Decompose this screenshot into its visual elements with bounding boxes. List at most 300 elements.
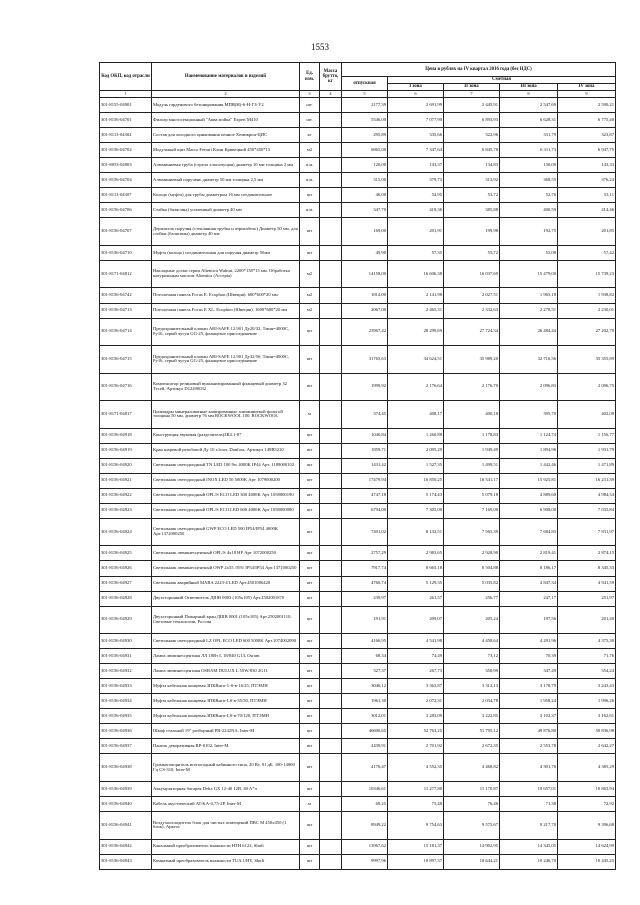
item-name: Стойка (балясина) усиленный диаметр 40 мм (152, 203, 300, 218)
item-mass (320, 591, 342, 606)
item-mass (320, 128, 342, 143)
price-zone-2: 4 458,64 (444, 634, 500, 649)
price-zone-1: 7 305,00 (388, 503, 444, 518)
price-zone-2: 1 499,51 (444, 458, 500, 473)
price-zone-4: 3 243,43 (558, 679, 616, 694)
item-name: Цилиндры минераловатные кашированные алюминиевой фольгой толщина 50 мм, диаметр 76 мм ROCKWOOL 100, ROCKWOOL (152, 401, 300, 429)
item-code: 301-8156-04932 (100, 664, 152, 679)
price-zone-3: 10 657,01 (500, 782, 558, 797)
item-mass (320, 203, 342, 218)
item-unit: шт (300, 473, 320, 488)
item-unit: шт (300, 634, 320, 649)
item-unit: шт (300, 854, 320, 869)
price-wholesale: 17479,94 (342, 473, 388, 488)
price-zone-3: 2 096,83 (500, 373, 558, 401)
item-mass (320, 782, 342, 797)
price-zone-3: 6 908,00 (500, 503, 558, 518)
price-wholesale: 4766,74 (342, 576, 388, 591)
price-zone-1: 10 897,37 (388, 854, 444, 869)
price-wholesale: 1814,00 (342, 288, 388, 303)
item-name: Канальный преобразователь влажности НТН 6122, Shuft (152, 839, 300, 854)
price-zone-2: 9 575,67 (444, 812, 500, 840)
item-mass (320, 649, 342, 664)
price-zone-3: 26 484,44 (500, 318, 558, 346)
price-zone-4: 9 396,68 (558, 812, 616, 840)
price-wholesale: 2757,29 (342, 546, 388, 561)
table-row (100, 113, 616, 128)
table-header (100, 63, 616, 98)
price-zone-3: 395,70 (500, 401, 558, 429)
item-mass (320, 739, 342, 754)
column-index: 5 (342, 91, 388, 98)
item-code: 301-8156-04716 (100, 373, 152, 401)
item-unit: шт (300, 576, 320, 591)
item-unit: шт (300, 679, 320, 694)
price-zone-4: 10 863,94 (558, 782, 616, 797)
price-zone-2: 350,99 (444, 664, 500, 679)
price-zone-3: 4 301,76 (500, 754, 558, 782)
item-code: 301-8156-04918 (100, 428, 152, 443)
price-zone-2: 53,72 (444, 188, 500, 203)
price-wholesale: 1961,30 (342, 694, 388, 709)
item-name: Алюминиевый поручень диаметр 50 мм толщина 2,5 мм (152, 173, 300, 188)
item-code: 301-8156-04715 (100, 346, 152, 374)
item-name: Модуль гарденового бетонирования МПВ(Н)-6-Н-ГЗ-У2 (152, 98, 300, 113)
price-zone-2: 3 312,13 (444, 679, 500, 694)
price-zone-2: 16 037,69 (444, 260, 500, 288)
price-zone-4: 35 355,89 (558, 346, 616, 374)
item-unit: м (300, 401, 320, 429)
price-zone-1: 3 283,09 (388, 709, 444, 724)
item-name: Светильник люминесцентный OWP 2x55 /595/ IP54/IP54 Арт.1371000250 (152, 561, 300, 576)
table-row (100, 561, 616, 576)
price-wholesale: 6865,00 (342, 143, 388, 158)
price-zone-1: 335,66 (388, 128, 444, 143)
price-zone-3: 331,79 (500, 128, 558, 143)
price-zone-2: 14 902,95 (444, 839, 500, 854)
item-code: 301-8156-04742 (100, 288, 152, 303)
item-name: Кольцо (муфта) для трубы диаметром 16 мм соединительное (152, 188, 300, 203)
price-zone-2: 6 845,78 (444, 143, 500, 158)
item-mass (320, 260, 342, 288)
table-row (100, 854, 616, 869)
price-zone-4: 8 345,33 (558, 561, 616, 576)
item-name: Муфта кабельная концевая 3ПКВнгп-1-S-в-16/25, ПТЭМН (152, 679, 300, 694)
price-zone-3: 2 553,78 (500, 739, 558, 754)
price-zone-1: 8 132,51 (388, 518, 444, 546)
price-zone-1: 201,91 (388, 218, 444, 246)
item-mass (320, 634, 342, 649)
price-zone-4: 53,11 (558, 188, 616, 203)
price-zone-1: 9 754,63 (388, 812, 444, 840)
item-code: 301-8156-04707 (100, 218, 152, 246)
price-zone-2: 2 672,35 (444, 739, 500, 754)
price-zone-3: 71,38 (500, 797, 558, 812)
header-code: Код ОКП, код отрасли (100, 63, 152, 91)
price-zone-3: 4 889,60 (500, 488, 558, 503)
item-mass (320, 173, 342, 188)
column-index-row (100, 91, 616, 98)
price-zone-3: 15 479,00 (500, 260, 558, 288)
price-zone-2: 134,83 (444, 158, 500, 173)
price-zone-1: 2 072,31 (388, 694, 444, 709)
price-zone-2: 322,96 (444, 128, 500, 143)
item-unit: шт (300, 373, 320, 401)
price-zone-4: 16 231,39 (558, 473, 616, 488)
price-zone-3: 15 925,81 (500, 473, 558, 488)
item-mass (320, 245, 342, 260)
price-zone-2: 2 332,63 (444, 303, 500, 318)
price-zone-4: 14 624,99 (558, 839, 616, 854)
price-zone-1: 3 363,87 (388, 679, 444, 694)
item-unit: шт (300, 782, 320, 797)
price-zone-3: 70,39 (500, 649, 558, 664)
price-wholesale: 14158,00 (342, 260, 388, 288)
item-name: Комнатный преобразователь влажности TUA 1/HY, Shuft (152, 854, 300, 869)
item-name: Двухсторонний Пожарный кран ДШВ 0001 (105x105) Арт.2502001110, Световые технологии, Россия (152, 606, 300, 634)
price-zone-4: 72,92 (558, 797, 616, 812)
header-zone-1: I зона (388, 84, 444, 91)
price-zone-1: 143,37 (388, 158, 444, 173)
price-zone-4: 323,87 (558, 128, 616, 143)
column-index: 4 (320, 91, 342, 98)
item-unit: шт (300, 739, 320, 754)
table-row (100, 288, 616, 303)
item-name: Потолочная панель Focus E. Ecophon (Швеция). 600*600*20 мм (152, 288, 300, 303)
price-zone-4: 71,76 (558, 649, 616, 664)
table-row (100, 739, 616, 754)
price-wholesale: 23967,42 (342, 318, 388, 346)
price-zone-2: 4 468,82 (444, 754, 500, 782)
price-zone-4: 4 375,30 (558, 634, 616, 649)
table-row (100, 679, 616, 694)
price-zone-2: 5 079,18 (444, 488, 500, 503)
column-index: 7 (444, 91, 500, 98)
item-code: 301-8171-04812 (100, 260, 152, 288)
item-unit: шт (300, 428, 320, 443)
price-table (99, 62, 616, 870)
price-zone-2: 3 222,85 (444, 709, 500, 724)
table-row (100, 245, 616, 260)
price-zone-4: 2 230,01 (558, 303, 616, 318)
price-zone-2: 2 034,78 (444, 694, 500, 709)
table-row (100, 318, 616, 346)
price-zone-4: 57,42 (558, 245, 616, 260)
price-zone-3: 1 124,74 (500, 428, 558, 443)
table-row (100, 649, 616, 664)
item-mass (320, 754, 342, 782)
price-zone-4: 143,33 (558, 158, 616, 173)
column-index: 1 (100, 91, 152, 98)
item-unit: шт (300, 488, 320, 503)
price-zone-1: 379,73 (388, 173, 444, 188)
price-wholesale: 2067,00 (342, 303, 388, 318)
price-zone-4: 2 590,21 (558, 98, 616, 113)
price-zone-3: 10 246,70 (500, 854, 558, 869)
price-wholesale: 2439,91 (342, 739, 388, 754)
price-zone-1: 2 983,65 (388, 546, 444, 561)
item-code: 301-8113-04302 (100, 128, 152, 143)
item-mass (320, 797, 342, 812)
price-zone-2: 27 724,34 (444, 318, 500, 346)
price-wholesale: 1040,84 (342, 428, 388, 443)
table-row (100, 143, 616, 158)
price-zone-1: 2 701,92 (388, 739, 444, 754)
price-wholesale: 120,00 (342, 158, 388, 173)
price-zone-1: 34 624,51 (388, 346, 444, 374)
item-code: 301-8156-04941 (100, 812, 152, 840)
table-row (100, 98, 616, 113)
price-zone-3: 32 716,56 (500, 346, 558, 374)
item-mass (320, 143, 342, 158)
item-code: 301-8155-04901 (100, 98, 152, 113)
item-name: Лампа люминесцентная OSRAM DULUX L 55W/830 2G11 (152, 664, 300, 679)
table-row (100, 458, 616, 473)
price-zone-3: 6 628,31 (500, 113, 558, 128)
item-code: 301-8156-04943 (100, 854, 152, 869)
price-zone-1: 16 606,38 (388, 260, 444, 288)
price-zone-1: 28 299,69 (388, 318, 444, 346)
price-zone-3: 2 278,51 (500, 303, 558, 318)
item-unit: шт (300, 188, 320, 203)
column-index: 8 (500, 91, 558, 98)
price-wholesale: 46,00 (342, 188, 388, 203)
price-zone-2: 73,12 (444, 649, 500, 664)
price-zone-4: 4 984,54 (558, 488, 616, 503)
price-zone-3: 8 186,17 (500, 561, 558, 576)
table-row (100, 218, 616, 246)
item-unit: п.м. (300, 173, 320, 188)
price-zone-2: 7 169,00 (444, 503, 500, 518)
price-zone-3: 3 102,37 (500, 709, 558, 724)
item-code: 301-8156-04935 (100, 709, 152, 724)
item-code: 301-8156-04934 (100, 694, 152, 709)
item-code: 301-8156-04938 (100, 754, 152, 782)
price-zone-3: 2 819,41 (500, 546, 558, 561)
price-zone-2: 256,77 (444, 591, 500, 606)
price-zone-4: 402,09 (558, 401, 616, 429)
item-code: 301-8156-04921 (100, 473, 152, 488)
price-zone-4: 1 471,89 (558, 458, 616, 473)
price-wholesale: 69,25 (342, 797, 388, 812)
item-name: Аккумуляторная батарея Delta GX 12-40 12В, 40 А*ч (152, 782, 300, 797)
price-zone-3: 52,76 (500, 188, 558, 203)
item-name: Воздухоохладитель блок для чистых помещений ПВС М 450х450 (1 блок), Арктос (152, 812, 300, 840)
item-name: Муфта кабельная концевая 3ПКВнгп-LS-в-70/120, ПТЭМН (152, 709, 300, 724)
header-name: Наименование материалов и изделий (152, 63, 300, 91)
item-name: Состав для холодного цинкования пенное Хемикрон-ЦИС (152, 128, 300, 143)
price-wholesale: 347,70 (342, 203, 388, 218)
price-zone-4: 3 162,61 (558, 709, 616, 724)
table-row (100, 576, 616, 591)
price-zone-2: 6 893,93 (444, 113, 500, 128)
item-unit: шт (300, 458, 320, 473)
table-row (100, 839, 616, 854)
price-zone-2: 1 949,49 (444, 443, 500, 458)
item-code: 301-8156-04942 (100, 839, 152, 854)
price-zone-4: 7 035,84 (558, 503, 616, 518)
table-row (100, 518, 616, 546)
price-zone-1: 267,73 (388, 664, 444, 679)
price-wholesale: 4166,95 (342, 634, 388, 649)
price-wholesale: 7401,02 (342, 518, 388, 546)
price-zone-1: 5 174,43 (388, 488, 444, 503)
item-code: 301-8156-04702 (100, 143, 152, 158)
item-unit: шт (300, 546, 320, 561)
item-code: 301-8171-04817 (100, 401, 152, 429)
table-row (100, 260, 616, 288)
item-unit: шт. (300, 98, 320, 113)
item-name: Светильник люминесцентный OPL/S 4x18 HF Арт 1072000250 (152, 546, 300, 561)
price-zone-3: 4 291,96 (500, 634, 558, 649)
price-wholesale: 68,34 (342, 649, 388, 664)
item-mass (320, 709, 342, 724)
price-zone-1: 4 552,35 (388, 754, 444, 782)
item-mass (320, 158, 342, 173)
item-name: Светильник светодиодный GWP ECO LED 500 IP54/IP54 4000K Арт.1372000250 (152, 518, 300, 546)
price-zone-4: 354,24 (558, 664, 616, 679)
item-unit: шт (300, 591, 320, 606)
item-name: Светильник светодиодный OPL/S ECO LED 300 4000K Арт 1058000190 (152, 488, 300, 503)
price-zone-3: 55,08 (500, 245, 558, 260)
item-mass (320, 98, 342, 113)
header-price-group: Цена в рублях на IV квартал 2016 года (без НДС) (342, 63, 616, 77)
item-mass (320, 458, 342, 473)
price-zone-1: 261,57 (388, 591, 444, 606)
item-name: Кабель акустический AT-KA-0,75-2P, Inter-M (152, 797, 300, 812)
price-zone-2: 1 178,83 (444, 428, 500, 443)
price-wholesale: 239,97 (342, 591, 388, 606)
price-zone-1: 408,17 (388, 401, 444, 429)
price-zone-4: 1 938,82 (558, 288, 616, 303)
item-unit: шт (300, 694, 320, 709)
item-code: 301-8156-04922 (100, 488, 152, 503)
item-code: 301-8156-04931 (100, 649, 152, 664)
table-body (100, 98, 616, 870)
price-wholesale: 49,90 (342, 245, 388, 260)
item-code: 301-8156-04927 (100, 576, 152, 591)
price-zone-2: 7 565,39 (444, 518, 500, 546)
table-row (100, 188, 616, 203)
table-row (100, 812, 616, 840)
price-zone-1: 7 347,64 (388, 143, 444, 158)
item-mass (320, 854, 342, 869)
item-code: 301-8156-04710 (100, 245, 152, 260)
item-code: 301-8156-04930 (100, 634, 152, 649)
item-unit: м2 (300, 288, 320, 303)
price-zone-3: 3 178,79 (500, 679, 558, 694)
price-zone-2: 76,46 (444, 797, 500, 812)
price-wholesale: 3046,12 (342, 679, 388, 694)
item-name: Шкаф стальной 19" разборный PR-2242NA, Inter-M (152, 724, 300, 739)
price-zone-2: 2 176,70 (444, 373, 500, 401)
table-row (100, 488, 616, 503)
item-code: 301-8156-04926 (100, 561, 152, 576)
item-unit: шт (300, 503, 320, 518)
item-code: 301-8156-04940 (100, 797, 152, 812)
price-zone-4: 414,46 (558, 203, 616, 218)
price-zone-1: 2 141,98 (388, 288, 444, 303)
item-mass (320, 679, 342, 694)
table-row (100, 158, 616, 173)
price-zone-3: 2 547,69 (500, 98, 558, 113)
item-unit: шт (300, 561, 320, 576)
price-wholesale: 1431,42 (342, 458, 388, 473)
price-zone-2: 2 445,91 (444, 98, 500, 113)
page-number: 1553 (311, 42, 329, 52)
price-zone-4: 2 096,75 (558, 373, 616, 401)
item-name: Кран шаровой резьбовой Ду 10 х1пол. Danfoss, Артикул 149В5210 (152, 443, 300, 458)
item-mass (320, 288, 342, 303)
item-code: 301-8156-04713 (100, 303, 152, 318)
price-zone-3: 4 847,34 (500, 576, 558, 591)
item-mass (320, 839, 342, 854)
item-unit: шт (300, 346, 320, 374)
item-unit: шт (300, 606, 320, 634)
item-unit: м (300, 797, 320, 812)
item-name: Светильник аварийный MARA 2223-4 LED Арт.4501006420 (152, 576, 300, 591)
price-zone-1: 15 181,37 (388, 839, 444, 854)
table-row (100, 346, 616, 374)
item-mass (320, 576, 342, 591)
item-name: Светильник светодиодный INOX LED 50 5000K Арт 1079000200 (152, 473, 300, 488)
item-unit: шт (300, 709, 320, 724)
item-code: 301-8156-04928 (100, 591, 152, 606)
price-wholesale: 31765,63 (342, 346, 388, 374)
table-row (100, 724, 616, 739)
item-unit: шт (300, 724, 320, 739)
item-mass (320, 443, 342, 458)
price-wholesale: 46606,65 (342, 724, 388, 739)
table-row (100, 606, 616, 634)
item-code: 301-8156-04933 (100, 679, 152, 694)
table-row (100, 503, 616, 518)
column-index: 9 (558, 91, 616, 98)
item-unit: п.м. (300, 158, 320, 173)
price-zone-4: 1 996,26 (558, 694, 616, 709)
header-zone-4: IV зона (558, 84, 616, 91)
price-zone-3: 400,59 (500, 203, 558, 218)
item-unit: шт (300, 649, 320, 664)
price-zone-3: 1 442,46 (500, 458, 558, 473)
price-zone-3: 7 684,83 (500, 518, 558, 546)
price-wholesale: 5546,00 (342, 113, 388, 128)
price-wholesale: 4747,18 (342, 488, 388, 503)
price-wholesale: 3012,01 (342, 709, 388, 724)
price-wholesale: 7917,74 (342, 561, 388, 576)
price-wholesale: 2177,39 (342, 98, 388, 113)
item-mass (320, 664, 342, 679)
item-name: Предохранительный клапан ARI-SAFE 12.901 Ду20/32, Тмин=4000С, Ру16, серый чугун GG-25, фланцевое присоединение (152, 318, 300, 346)
item-name: Модульный щит Marco Ferrari Клин Кривецкий 450*450*15 (152, 143, 300, 158)
table-row (100, 428, 616, 443)
price-wholesale: 1859,71 (342, 443, 388, 458)
item-mass (320, 488, 342, 503)
item-name: Панель декоративная RP-0102, Inter-M (152, 739, 300, 754)
item-mass (320, 473, 342, 488)
price-wholesale: 8949,22 (342, 812, 388, 840)
header-zone-3: III зона (500, 84, 558, 91)
item-unit: п.м. (300, 203, 320, 218)
price-zone-4: 7 831,97 (558, 518, 616, 546)
item-mass (320, 606, 342, 634)
price-zone-1: 209,07 (388, 606, 444, 634)
item-code: 301-8156-04937 (100, 739, 152, 754)
price-zone-1: 52 763,25 (388, 724, 444, 739)
price-zone-3: 1 894,96 (500, 443, 558, 458)
price-zone-4: 6 775,40 (558, 113, 616, 128)
table-row (100, 303, 616, 318)
